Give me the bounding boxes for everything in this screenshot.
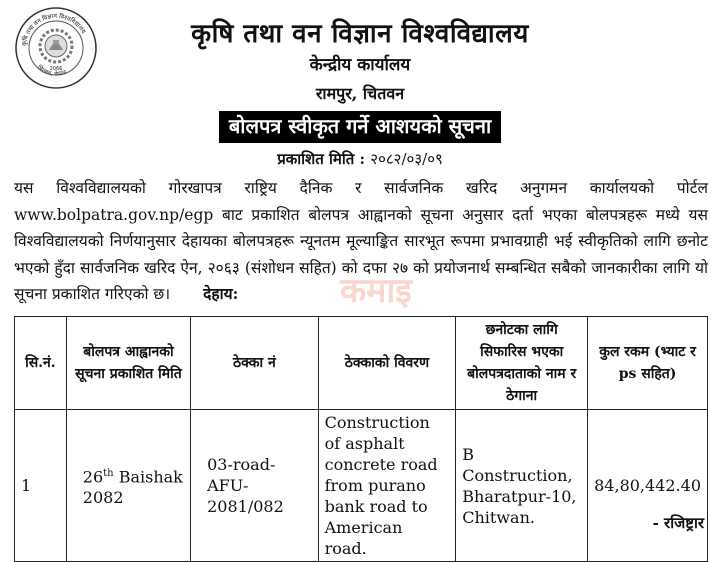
- header-sn: सि.नं.: [15, 317, 67, 410]
- published-date-line: [0, 149, 720, 169]
- cell-bidder: B Construction, Bharatpur-10, Chitwan.: [456, 410, 588, 562]
- notice-title-banner: बोलपत्र स्वीकृत गर्ने आशयको सूचना: [219, 111, 501, 143]
- table-row: [15, 410, 708, 562]
- published-label: प्रकाशित मिति :: [277, 150, 366, 168]
- registrar-signature: - रजिष्ट्रार: [652, 514, 704, 532]
- cell-contract-no: 03-road-AFU-2081/082: [191, 410, 319, 562]
- watermark: कमाइ: [340, 271, 412, 311]
- logo-top-text: कृषि तथा वन विज्ञान विश्वविद्यालय: [21, 12, 87, 47]
- cell-sn: 1: [15, 410, 67, 562]
- date-day: 26: [82, 467, 104, 487]
- university-title: कृषि तथा वन विज्ञान विश्वविद्यालय: [191, 19, 529, 49]
- header-description: ठेक्काको विवरण: [318, 317, 456, 410]
- contract-table: [14, 316, 708, 562]
- date-suffix: th: [103, 467, 114, 479]
- table-header-row: [15, 317, 708, 410]
- notice-paragraph: यस विश्वविद्यालयको गोरखापत्र राष्ट्रिय दैनिक र सार्वजनिक खरिद अनुगमन कार्यालयको पोर्टल www.bolpatra.gov.np/egp बाट प्रकाशित बोलपत्र आह्वानको सूचना अनुसार दर्ता भएका बोलपत्रहरू मध्ये यस विश्वविद्यालयको निर्णयानुसार देहायका बोलपत्रहरू न्यूनतम मूल्याङ्कित सारभूत रूपमा प्रभावग्राही भई स्वीकृतिको लागि छनोट भएको हुँदा सार्वजनिक खरिद ऐन, २०६३ (संशोधन सहित) को दफा २७ को प्रयोजनार्थ सम्बन्धित सबैको जानकारीका लागि यो सूचना प्रकाशित गरिएको छ।: [14, 179, 708, 303]
- cell-date: [66, 410, 190, 562]
- date-rest: Baishak 2082: [82, 467, 183, 508]
- office-address: रामपुर, चितवन: [315, 84, 405, 103]
- dehaya-label: देहाय:: [203, 284, 239, 303]
- header-bidder: छनोटका लागि सिफारिस भएका बोलपत्रदाताको नाम र ठेगाना: [456, 317, 588, 410]
- published-date: २०८२/०३/०९: [370, 150, 443, 168]
- logo-bottom-text: चितवन, नेपाल: [35, 64, 68, 78]
- cell-description: Construction of asphalt concrete road from purano bank road to American road.: [318, 410, 456, 562]
- header-contract-no: ठेक्का नं: [191, 317, 319, 410]
- header-amount: कुल रकम (भ्याट र ps सहित): [588, 317, 708, 410]
- logo-year: 2066: [49, 66, 63, 72]
- office-name: केन्द्रीय कार्यालय: [309, 55, 411, 75]
- cell-amount: 84,80,442.40: [588, 410, 708, 562]
- header-date: बोलपत्र आह्वानको सूचना प्रकाशित मिति: [66, 317, 190, 410]
